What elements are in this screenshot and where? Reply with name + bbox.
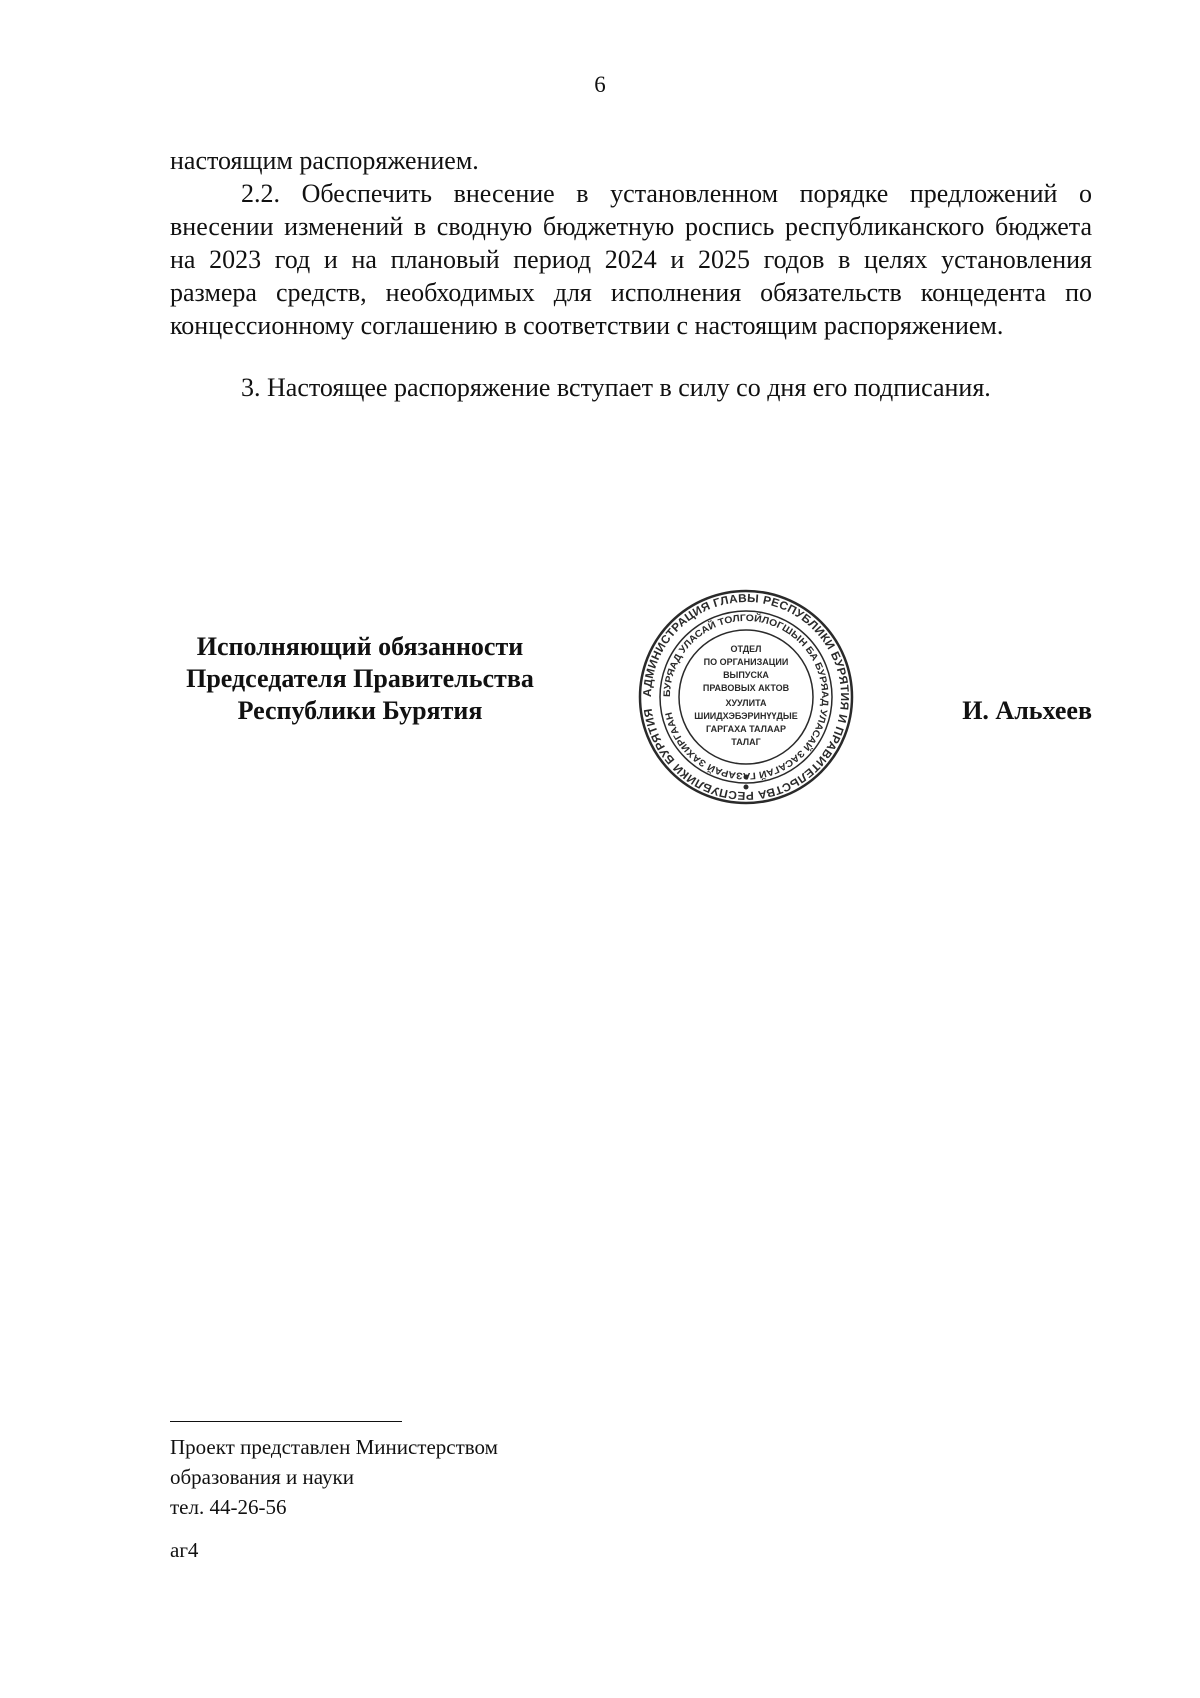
signer-position xyxy=(150,631,570,727)
stamp-center-line: ПРАВОВЫХ АКТОВ xyxy=(702,683,790,693)
signer-position-line-2: Председателя Правительства xyxy=(186,664,534,693)
stamp-dot xyxy=(744,785,749,790)
paragraph-continuation: настоящим распоряжением. xyxy=(170,146,479,175)
signer-name: И. Альхеев xyxy=(962,696,1092,725)
paragraph-2-2: 2.2. Обеспечить внесение в установленном порядке предложений о внесении изменений в сводную бюджетную роспись республиканского бюджета на 2023 год и на плановый период 2024 и 2025 годов в целях установления размера средств, необходимых для исполнения обязательств концедента по концессионному соглашению в соответствии с настоящим распоряжением. xyxy=(170,179,1092,340)
stamp-inner-ring-text: БУРЯАД УЛАСАЙ ТОЛГОЙЛОГШЫН БА БУРЯАД УЛАСАЙ ЗАСАГАЙ Г ЗАРАЙ ЗАХИРГААН xyxy=(661,612,831,781)
stamp-center-line: ОТДЕЛ xyxy=(730,644,762,654)
footnote-separator xyxy=(170,1421,402,1422)
stamp-center-line: ХУУЛИТА xyxy=(725,698,767,708)
stamp-outer-text: АДМИНИСТРАЦИЯ ГЛАВЫ РЕСПУБЛИКИ БУРЯТИЯ И ПРАВИТЕЛЬСТВА РЕСПУБЛИКИ БУРЯТИЯ xyxy=(641,592,851,802)
footnote-line-2: образования и науки xyxy=(170,1465,354,1489)
footnote-line-1: Проект представлен Министерством xyxy=(170,1435,498,1459)
stamp-middle-ring xyxy=(660,611,832,783)
signer-position-line-3: Республики Бурятия xyxy=(237,696,483,725)
stamp-center-line: ГАРГАХА ТАЛААР xyxy=(706,724,786,734)
stamp-center-line: ВЫПУСКА xyxy=(723,670,769,680)
footnote-line-3: тел. 44-26-56 xyxy=(170,1495,287,1519)
official-stamp xyxy=(636,587,856,807)
stamp-center-line: ШИИДХЭБЭРИНҮҮДЫЕ xyxy=(694,711,798,721)
stamp-dot xyxy=(744,775,749,780)
svg-text:БУРЯАД УЛАСАЙ ТОЛГОЙЛОГШЫН БА xyxy=(662,612,830,781)
signer-position-line-1: Исполняющий обязанности xyxy=(196,632,524,661)
svg-text:АДМИНИСТРАЦИЯ ГЛАВЫ РЕСПУБЛИКИ xyxy=(642,593,850,801)
paragraph-3: 3. Настоящее распоряжение вступает в силу со дня его подписания. xyxy=(241,373,991,402)
document-code: аг4 xyxy=(170,1538,199,1562)
page-number: 6 xyxy=(594,72,606,97)
footnote xyxy=(170,1432,498,1522)
stamp-center-line: ТАЛАГ xyxy=(731,737,761,747)
document-body xyxy=(170,144,1092,404)
stamp-center-line: ПО ОРГАНИЗАЦИИ xyxy=(703,657,789,667)
